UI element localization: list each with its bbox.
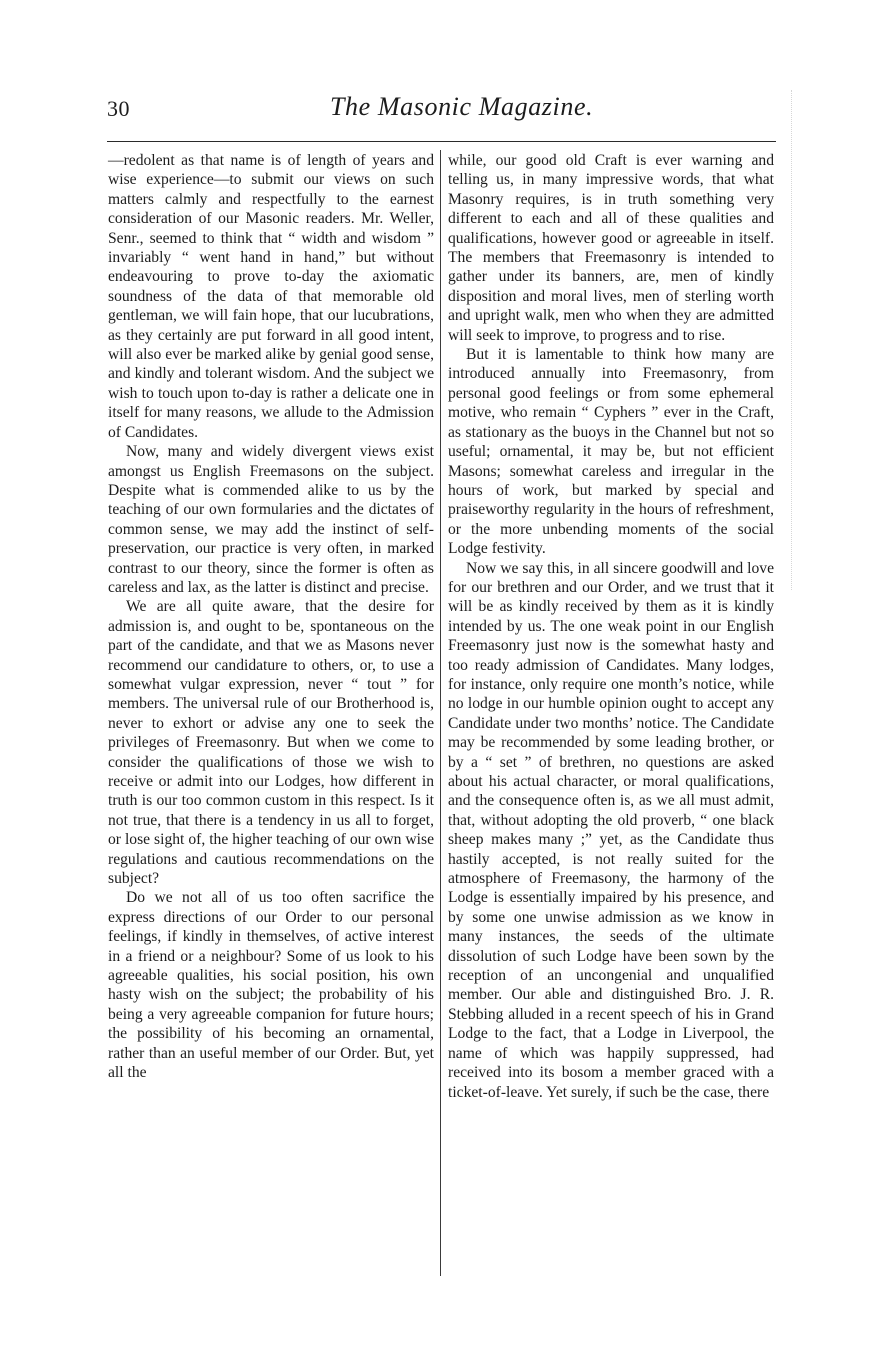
right-paragraph-2: But it is lamentable to think how many are introduced annually into Freemasonry, from personal good feelings or from some ephemeral motive, who remain “ Cyphers ” ever in the Craft, as stationary as the buoys in the Channel but not so useful; ornamental, it may be, but not efficient Masons; somewhat careless and irregular in the hours of work, but marked by special and praiseworthy regularity in the hours of refreshment, or the more unbending moments of the social Lodge festivity. bbox=[448, 346, 774, 558]
left-paragraph-2: Now, many and widely divergent views exist amongst us English Freemasons on the subject. Despite what is commended alike to us by the teaching of our own formularies and the dictates of common sense, we may add the instinct of self-preservation, our practice is very often, in marked contrast to our theory, since the former is often as careless and lax, as the latter is distinct and precise. bbox=[108, 443, 434, 596]
left-paragraph-1: —redolent as that name is of length of years and wise experience—to submit our views on such matters calmly and respectfully to the earnest consideration of our Masonic readers. Mr. Weller, Senr., seemed to think that “ width and wisdom ” invariably “ went hand in hand,” but without endeavouring to prove to-day the axiomatic soundness of the data of that memorable old gentleman, we will fain hope, that our lucubrations, as they certainly are put forward in all good intent, will also ever be marked alike by genial good sense, and kindly and tolerant wisdom. And the subject we wish to touch upon to-day is rather a delicate one in itself for many reasons, we allude to the Admission of Candidates. bbox=[108, 152, 434, 441]
header-rule bbox=[107, 141, 776, 142]
page-number: 30 bbox=[107, 96, 130, 121]
margin-mark bbox=[791, 90, 792, 590]
right-paragraph-3: Now we say this, in all sincere goodwill and love for our brethren and our Order, and we trust that it will be as kindly received by them as it is kindly intended by us. The one weak point in our English Freemasonry just now is the somewhat hasty and too ready admission of Candidates. Many lodges, for instance, only require one month’s notice, while no lodge in our humble opinion ought to accept any Candidate under two months’ notice. The Candidate may be recommended by some leading brother, or by a “ set ” of brethren, no questions are asked about his actual character, or moral qualifications, and the consequence often is, as we all must admit, that, without adopting the old proverb, “ one black sheep makes many ;” yet, as the Candidate thus hastily accepted, is not really suited for the atmosphere of Freemasony, the harmony of the Lodge is essentially impaired by his presence, and by some one unwise admission as we know in many instances, the seeds of the ultimate dissolution of such Lodge have been sown by the reception of an uncongenial and unqualified member. Our able and distinguished Bro. J. R. Stebbing alluded in a recent speech of his in Grand Lodge to the fact, that a Lodge in Liverpool, the name of which was happily suppressed, had received into its bosom a member graced with a ticket-of-leave. Yet surely, if such be the case, there bbox=[448, 559, 774, 1101]
left-column bbox=[108, 151, 434, 1083]
right-paragraph-1: while, our good old Craft is ever warning and telling us, in many impressive words, that what Masonry requires, is in truth something very different to each and all of these qualities and qualifications, however good or agreeable in itself. The members that Freemasonry is intended to gather under its banners, are, men of kindly disposition and moral lives, men of sterling worth and upright walk, men who when they are admitted will seek to improve, to progress and to rise. bbox=[448, 152, 774, 344]
right-column bbox=[448, 151, 774, 1102]
left-paragraph-4: Do we not all of us too often sacrifice the express directions of our Order to our personal feelings, if kindly in themselves, of active interest in a friend or a neighbour? Some of us look to his agreeable qualities, his social position, his own hasty wish on the subject; the probability of his being a very agreeable companion for future hours; the possibility of his becoming an ornamental, rather than an useful member of our Order. But, yet all the bbox=[108, 889, 434, 1082]
running-title: The Masonic Magazine. bbox=[330, 92, 594, 121]
left-paragraph-3: We are all quite aware, that the desire for admission is, and ought to be, spontaneous on the part of the candidate, and that we as Masons never recommend our candidature to others, or, to use a somewhat vulgar expression, never “ tout ” for members. The universal rule of our Brotherhood is, never to exhort or advise any one to seek the privileges of Freemasonry. But when we come to consider the qualifications of those we wish to receive or admit into our Lodges, how different in truth is our too common custom in this respect. Is it not true, that there is a tendency in us all to forget, or lose sight of, the higher teaching of our own wise regulations and cautious recommendations on the subject? bbox=[108, 598, 434, 888]
column-divider bbox=[440, 150, 441, 1276]
